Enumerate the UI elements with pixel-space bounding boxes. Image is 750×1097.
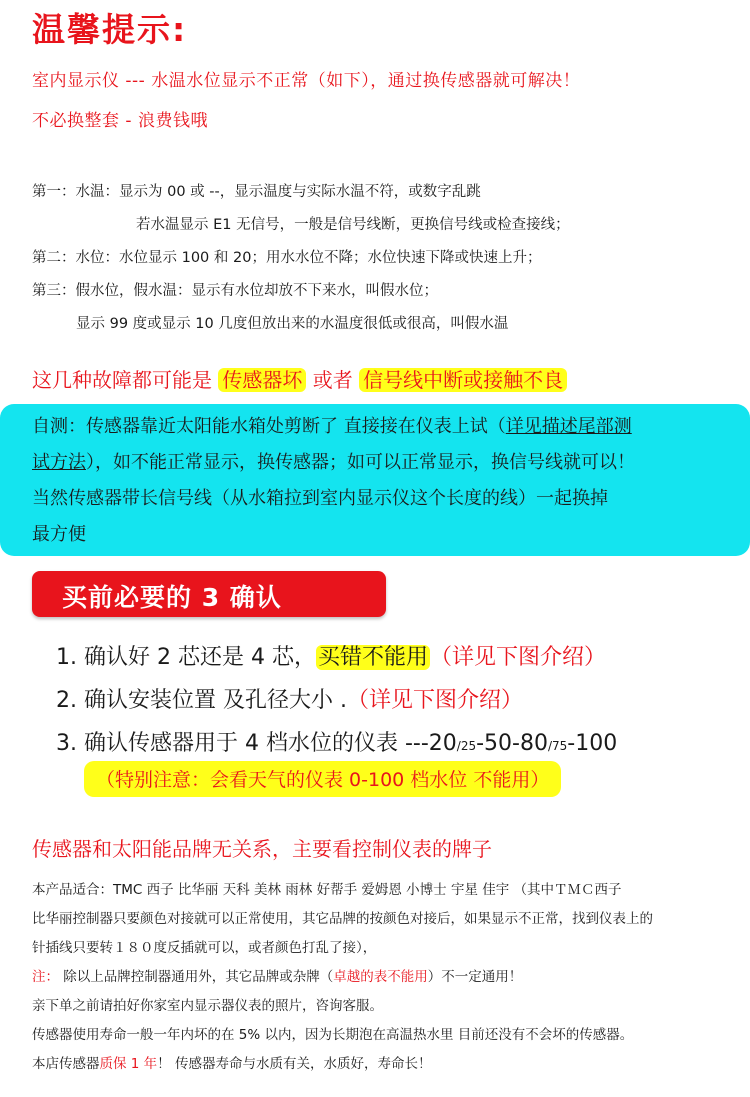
fault-cause-prefix: 这几种故障都可能是	[32, 368, 212, 392]
fault-water-temp: 第一：水温：显示为 00 或 --，显示温度与实际水温不符，或数字乱跳	[32, 184, 481, 200]
confirm-item-1: 1. 确认好 2 芯还是 4 芯，买错不能用（详见下图介绍）	[56, 645, 606, 670]
fault-cause-or: 或者	[312, 368, 353, 392]
self-test-line-3: 当然传感器带长信号线（从水箱拉到室内显示仪这个长度的线）一起换掉	[32, 488, 608, 509]
page-title: 温馨提示:	[32, 10, 188, 49]
self-test-line-4: 最方便	[32, 524, 86, 545]
self-test-box	[0, 404, 750, 556]
fault-water-temp-e1: 若水温显示 E1 无信号，一般是信号线断，更换信号线或检查接线；	[136, 217, 570, 233]
fault-false-level: 第三：假水位，假水温：显示有水位却放不下来水，叫假水位；	[32, 283, 438, 299]
fault-cause-line	[32, 364, 567, 393]
confirm-banner-label: 买前必要的 3 确认	[62, 583, 282, 612]
warranty-line: 本店传感器质保 1 年！ 传感器寿命与水质有关，水质好，寿命长！	[32, 1056, 432, 1072]
special-note: （特别注意：会看天气的仪表 0-100 档水位 不能用）	[84, 761, 561, 797]
brand-para-6: 传感器使用寿命一般一年内坏的在 5% 以内，因为长期泡在高温热水里 目前还没有不会坏的传感器。	[32, 1027, 634, 1043]
confirm-item-3: 3. 确认传感器用于 4 档水位的仪表 ---20/25-50-80/75-100	[56, 731, 618, 756]
confirm-item-2: 2. 确认安装位置 及孔径大小 .（详见下图介绍）	[56, 688, 523, 713]
brand-para-2: 比华丽控制器只要颜色对接就可以正常使用，其它品牌的按颜色对接后，如果显示不正常，找到仪表上的	[32, 911, 653, 927]
confirm-banner	[32, 571, 386, 617]
fault-cause-sensor: 传感器坏	[218, 368, 306, 392]
brand-note: 注： 除以上品牌控制器通用外，其它品牌或杂牌（卓越的表不能用）不一定通用！	[32, 969, 523, 985]
self-test-line-1: 自测：传感器靠近太阳能水箱处剪断了 直接接在仪表上试（详见描述尾部测	[32, 416, 632, 437]
brand-para-1: 本产品适合：TMC 西子 比华丽 天科 美林 雨林 好帮手 爱姆恩 小博士 宇星 佳宇 （其中ＴＭＣ西子	[32, 882, 622, 898]
fault-false-temp: 显示 99 度或显示 10 几度但放出来的水温度很低或很高，叫假水温	[76, 316, 509, 332]
brand-title: 传感器和太阳能品牌无关系，主要看控制仪表的牌子	[32, 837, 492, 861]
self-test-line-2: 试方法），如不能正常显示，换传感器；如可以正常显示，换信号线就可以！	[32, 452, 635, 473]
wrong-buy-highlight: 买错不能用	[317, 645, 428, 670]
intro-line-1: 室内显示仪 --- 水温水位显示不正常（如下），通过换传感器就可解决！	[32, 71, 581, 91]
intro-line-2: 不必换整套 - 浪费钱哦	[32, 111, 208, 131]
fault-cause-cable: 信号线中断或接触不良	[359, 368, 567, 392]
brand-para-5: 亲下单之前请拍好你家室内显示器仪表的照片，咨询客服。	[32, 998, 383, 1014]
fault-water-level: 第二：水位：水位显示 100 和 20；用水水位不降；水位快速下降或快速上升；	[32, 250, 542, 266]
brand-para-3: 针插线只要转１８０度反插就可以，或者颜色打乱了接），	[32, 940, 377, 956]
